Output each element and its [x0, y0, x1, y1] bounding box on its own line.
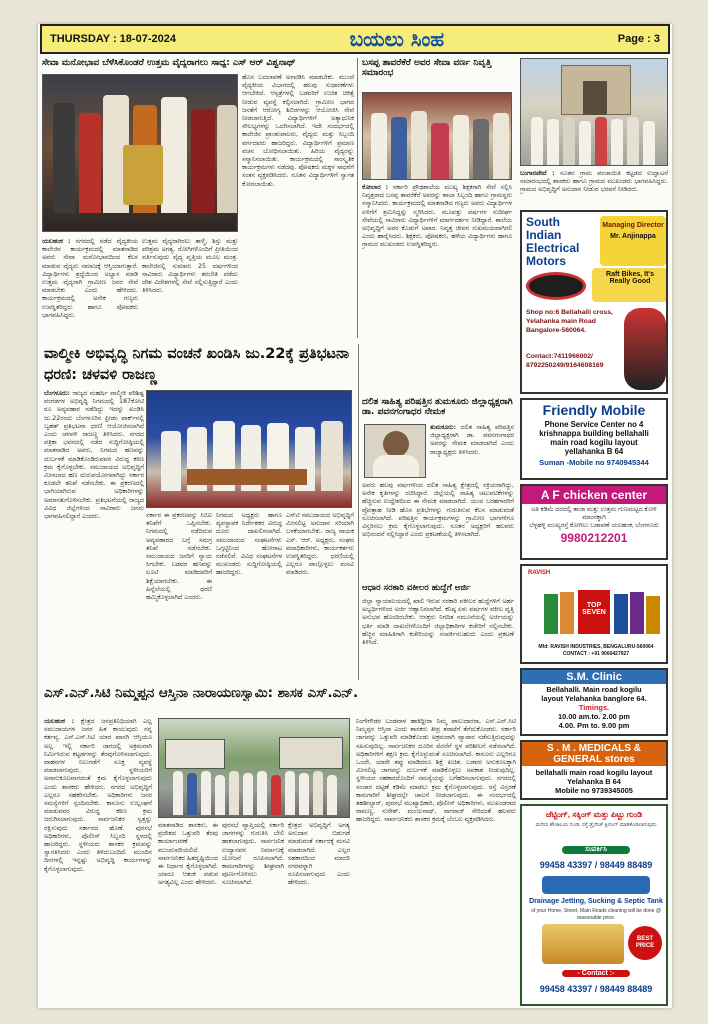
article-4-portrait: [364, 424, 426, 478]
ad-chicken-phone: 9980212201: [560, 531, 628, 545]
article-4-dateline: ತುಮಕೂರು:: [430, 424, 457, 431]
ad-drainage-title: ಜೆಟ್ಟಿಂಗ್, ಸಕ್ಕಿಂಗ್ ಮತ್ತು ಪಿಟ್ಟು ಗುಂಡಿ: [545, 810, 643, 819]
ad-electrical-name-1: South: [526, 215, 560, 229]
article-1-col-c: ಹೊಸ ಬದಲಾವಣೆ ಅಳವಡಿಸಿ ಮಾಡಬೇಕು. ಮುಂದೆ ವೈದ್ಯಕೀಯ ವಿಭಾಗದಲ್ಲಿ ಹಲವು ಸುಧಾರಣೆಗಳು ಆಗಬೇಕಿದೆ. ಆಸ್ಪತ್ರೆಗಳಲ್ಲಿ ಬಡವರಿಗೆ ಉಚಿತ ಚಿಕಿತ್ಸೆ ನೀಡುವ ವ್ಯವಸ್ಥೆ ಕಲ್ಪಿಸಲಾಗಿದೆ. ಗ್ರಾಮೀಣ ಭಾಗದ ಜನತೆಗೆ ಆರೋಗ್ಯ ಶಿಬಿರಗಳನ್ನು ಆಯೋಜಿಸಿ ಸೇವೆ ನೀಡಲಾಗುತ್ತಿದೆ. ವಿದ್ಯಾರ್ಥಿಗಳಿಗೆ ಅತ್ಯಾಧುನಿಕ ಸೌಲಭ್ಯಗಳನ್ನು ಒದಗಿಸಲಾಗಿದೆ. ಇದೇ ಸಂದರ್ಭದಲ್ಲಿ ಕಾಲೇಜಿನ ಪ್ರಾಂಶುಪಾಲರು, ವೈದ್ಯರು ಮತ್ತು ಸಿಬ್ಬಂದಿ ವರ್ಗದವರು ಹಾಜರಿದ್ದರು. ವಿದ್ಯಾರ್ಥಿಗಳಿಗೆ ಪ್ರಮಾಣ ವಚನ ಬೋಧಿಸಲಾಯಿತು. ಹಿರಿಯ ವೈದ್ಯರನ್ನು ಸನ್ಮಾನಿಸಲಾಯಿತು. ಕಾರ್ಯಕ್ರಮದಲ್ಲಿ ಸಾಂಸ್ಕೃತಿಕ ಕಾರ್ಯಕ್ರಮಗಳು ನಡೆದವು. ಪೋಷಕರು ಮಕ್ಕಳ ಸಾಧನೆಗೆ ಸಂತಸ ವ್ಯಕ್ತಪಡಿಸಿದರು. ನೂತನ ವಿದ್ಯಾರ್ಥಿಗಳಿಗೆ ಸ್ವಾಗತ ಕೋರಲಾಯಿತು.: [242, 74, 354, 188]
article-1-dateline: ಯಲಹಂಕ :: [42, 238, 71, 245]
article-5-headline: ಆಧಾರ ಸರಕಾರಿ ವಕೀಲರ ಹುದ್ದೆಗೆ ಅರ್ಜಿ: [362, 584, 471, 593]
ad-chicken-line2: ಬೆಳ್ಳಹಳ್ಳಿ ಮುಖ್ಯರಸ್ತೆ ಕೋಗಿಲು ಬಡಾವಣೆ ಯಲಹಂಕ, ಬೆಂಗಳೂರು: [529, 522, 659, 529]
article-1-col-b: ಉತ್ತಮ ವೈದ್ಯರಾಗಿರಲು ತಾಳ್ಮೆ, ಶಿಸ್ತು ಮತ್ತು ಪರಿಶ್ರಮ ಅಗತ್ಯ. ರೋಗಿಗಳೊಂದಿಗೆ ಪ್ರೀತಿಯಿಂದ ವರ್ತಿಸುವುದು ವೈದ್ಯ ವೃತ್ತಿಯ ಮೂಲ ಮಂತ್ರ. ಕಾಲೇಜಿನಲ್ಲಿ ಸುಮಾರು 25 ವರ್ಷಗಳಿಂದ ಸಾವಿರಾರು ವಿದ್ಯಾರ್ಥಿಗಳು ತರಬೇತಿ ಪಡೆದು ದೇಶ ವಿದೇಶಗಳಲ್ಲಿ ಸೇವೆ ಸಲ್ಲಿಸುತ್ತಿದ್ದಾರೆ ಎಂದು ತಿಳಿಸಿದರು.: [142, 238, 238, 295]
ad-medicals-title-1: S . M . MEDICALS &: [547, 743, 641, 754]
ad-drainage-phone-top: 99458 43397 / 98449 88489: [539, 860, 653, 870]
ad-friendly-title: Friendly Mobile: [542, 402, 646, 418]
article-4-body-2: ಅವರು ಹಲವು ವರ್ಷಗಳಿಂದ ದಲಿತ ಸಾಹಿತ್ಯ ಕ್ಷೇತ್ರದಲ್ಲಿ ಸಕ್ರಿಯರಾಗಿದ್ದು, ಅನೇಕ ಕೃತಿಗಳನ್ನು ರಚಿಸಿದ್ದಾರೆ. ಜಿಲ್ಲೆಯಲ್ಲಿ ಸಾಹಿತ್ಯ ಚಟುವಟಿಕೆಗಳನ್ನು ಹೆಚ್ಚಿಸುವ ಉದ್ದೇಶದಿಂದ ಈ ನೇಮಕ ಮಾಡಲಾಗಿದೆ. ಯುವ ಬರಹಗಾರರಿಗೆ ಪ್ರೋತ್ಸಾಹ ನೀಡಿ ಹೊಸ ಪ್ರತಿಭೆಗಳನ್ನು ಗುರುತಿಸುವ ಕೆಲಸ ಮಾಡುವಂತೆ ಸೂಚಿಸಲಾಗಿದೆ. ಪರಿಷತ್ತಿನ ಕಾರ್ಯಕ್ರಮಗಳನ್ನು ಗ್ರಾಮೀಣ ಭಾಗಗಳಿಗೂ ವಿಸ್ತರಿಸಲು ಕ್ರಮ ಕೈಗೊಳ್ಳಲಾಗುವುದು. ನೂತನ ಅಧ್ಯಕ್ಷರಿಗೆ ಹಲವರು ಅಭಿನಂದನೆ ಸಲ್ಲಿಸಿದ್ದಾರೆ ಎಂದು ಪ್ರಕಟಣೆಯಲ್ಲಿ ತಿಳಿಸಲಾಗಿದೆ.: [362, 482, 514, 539]
ad-electrical-motors: [520, 210, 668, 394]
article-3-col-c: ನಿಗಮದ ಅಧ್ಯಕ್ಷರು ಹಾಗೂ ವ್ಯವಸ್ಥಾಪಕ ನಿರ್ದೇಶಕರ ವಿರುದ್ಧ ದೂರು ದಾಖಲಿಸಲಾಗಿದೆ. ಸಮುದಾಯದ ಸಂಘಟನೆಗಳು ಒಗ್ಗಟ್ಟಿನಿಂದ ಹೋರಾಟ ನಡೆಸಲಿವೆ. ವಿವಿಧ ಸಂಘಟನೆಗಳ ಮುಖಂಡರು ಸುದ್ದಿಗೋಷ್ಠಿಯಲ್ಲಿ ಹಾಜರಿದ್ದರು.: [216, 512, 282, 577]
drainage-truck-image: [542, 924, 624, 964]
ad-clinic-line1: Bellahalli. Main road kogilu: [546, 685, 642, 694]
scooter-image: [526, 272, 586, 300]
article-3-col-b: ಸರ್ಕಾರ ಈ ಪ್ರಕರಣವನ್ನು ಸಿಬಿಐ ತನಿಖೆಗೆ ಒಪ್ಪಿಸಬೇಕು. ನಿಗಮದಲ್ಲಿ ನಡೆದಿರುವ ಅವ್ಯವಹಾರದ ಬಗ್ಗೆ ಸಮಗ್ರ ತನಿಖೆ ನಡೆಸಬೇಕು. ಸಮುದಾಯದ ಜನರಿಗೆ ನ್ಯಾಯ ಸಿಗಬೇಕು. ಬಡವರ ಹಣವನ್ನು ಲೂಟಿ ಮಾಡಿದವರಿಗೆ ಶಿಕ್ಷೆಯಾಗಬೇಕು. ಈ ಹಿನ್ನೆಲೆಯಲ್ಲಿ ಧರಣಿ ಹಮ್ಮಿಕೊಳ್ಳಲಾಗಿದೆ ಎಂದರು.: [146, 512, 212, 602]
ad-clinic-line2: layout Yelahanka banglore 64.: [541, 694, 647, 703]
ad-ravish-brand: RAVISH: [528, 570, 551, 576]
ad-drainage-service: ಜೆಟ್ಟಿಂಗ್, ಸಕ್ಕಿಂಗ್ ಮತ್ತು ಪಿಟ್ಟು ಗುಂಡಿ ಮನೆಯ ಶೌಚಾಲಯ ಗುಂಡಿ, ರಸ್ತೆ ಡ್ರೈನೇಜ್ ಕ್ಲೀನಿಂಗ್ ಮಾಡಿಕೊಡಲಾಗುವುದು ಸಂಪರ್ಕಿಸಿ 99458 43397 / 98449 88489 Drainage Jetting, Sucking & Septic Tank of your Home, Street, Main Roads cleaning will be done @ reasonable price. BEST PRICE - Contact :- 99458 43397 / 98449 88489: [520, 804, 668, 1006]
ad-chicken-title: A F chicken center: [522, 486, 666, 504]
ad-medicals-title-2: GENERAL stores: [553, 754, 635, 765]
article-1-col-a: ಯಲಹಂಕ : ನಗರದಲ್ಲಿ ನಡೆದ ವೈದ್ಯಕೀಯ ಕಾಲೇಜಿನ ಕಾರ್ಯಕ್ರಮದಲ್ಲಿ ಮಾತನಾಡಿದ ಅವರು ಸೇವಾ ಮನೋಭಾವದಿಂದ ಕೆಲಸ ಮಾಡುವ ವೈದ್ಯರು ಸಮಾಜಕ್ಕೆ ಆಸ್ತಿಯಾಗುತ್ತಾರೆ. ವಿದ್ಯಾರ್ಥಿಗಳು ಶ್ರದ್ಧೆಯಿಂದ ಅಭ್ಯಾಸ ಮಾಡಿ ಉತ್ತಮ ವೈದ್ಯರಾಗಿ ಗ್ರಾಮೀಣ ಜನರ ಸೇವೆ ಮಾಡಬೇಕು ಎಂದು ಹೇಳಿದರು. ಕಾರ್ಯಕ್ರಮದಲ್ಲಿ ಅನೇಕ ಗಣ್ಯರು ಉಪಸ್ಥಿತರಿದ್ದರು ಹಾಗೂ ಪೋಷಕರು ಭಾಗವಹಿಸಿದ್ದರು.: [42, 238, 138, 319]
article-6-col-b: ಮಾತನಾಡಿದ ಶಾಸಕರು, ಈ ಪ್ರದೇಶದ ಒತ್ತುವರಿ ತೆರವು ಕಾರ್ಯಾಚರಣೆ ಮುಂದುವರಿಯಲಿದೆ. ಸಾರ್ವಜನಿಕರ ಹಿತದೃಷ್ಟಿಯಿಂದ ಈ ನಿರ್ಧಾರ ಕೈಗೊಳ್ಳಲಾಗಿದೆ. ಯಾರೂ ಆತಂಕ ಪಡುವ ಅಗತ್ಯವಿಲ್ಲ ಎಂದು ಹೇಳಿದರು.: [158, 822, 218, 887]
ad-chicken-line1: ಅತಿ ಕಡಿಮೆ ದರದಲ್ಲಿ ತಾಜಾ ಮತ್ತು ಉತ್ತಮ ಗುಣಮಟ್ಟದ ಕೋಳಿ ಮಾಂಸಕ್ಕಾಗಿ: [531, 506, 657, 521]
ad-drainage-service-sub: of your Home, Street, Main Roads cleaning will be done @ reasonable price.: [531, 908, 661, 921]
building-photo: [520, 58, 668, 166]
ad-clinic-time2: 4.00. Pm to. 9.00 pm: [558, 721, 630, 730]
ad-sm-clinic: [520, 668, 668, 736]
building-caption: ಬಂಗಾರಪೇಟೆ : ನೂತನ ಗ್ರಾಮ ಪಂಚಾಯಿತಿ ಕಟ್ಟಡದ ಉದ್ಘಾಟನೆ ಸಮಾರಂಭದಲ್ಲಿ ಶಾಸಕರು ಹಾಗೂ ಗ್ರಾಮದ ಮುಖಂಡರು ಭಾಗವಹಿಸಿದ್ದರು. ಗ್ರಾಮದ ಅಭಿವೃದ್ಧಿಗೆ ಅನುದಾನ ನೀಡುವ ಭರವಸೆ ನೀಡಿದರು.: [520, 170, 668, 194]
ad-ravish-industries: [520, 564, 668, 664]
article-2-dateline: ಕೋಲಾರ :: [362, 184, 389, 191]
article-6-col-c: ಪುರಸಭೆ ವ್ಯಾಪ್ತಿಯಲ್ಲಿ ಸರ್ಕಾರಿ ಜಾಗಗಳನ್ನು ಗುರುತಿಸಿ ಬೇಲಿ ಹಾಕಲಾಗುವುದು. ಸಾರ್ವಜನಿಕ ಉದ್ಯಾನವನ ನಿರ್ಮಾಣಕ್ಕೆ ಯೋಜನೆ ರೂಪಿಸಲಾಗಿದೆ. ಕಾಮಗಾರಿಗಳನ್ನು ಶೀಘ್ರವಾಗಿ ಪೂರ್ಣಗೊಳಿಸಲು ಸೂಚಿಸಲಾಗಿದೆ.: [222, 822, 284, 887]
article-3-dateline: ಬೆಂಗಳೂರು:: [44, 390, 71, 397]
newspaper-title: ಬಯಲು ಸಿಂಹ: [349, 27, 445, 51]
ad-chicken-center: [520, 484, 668, 560]
ad-drainage-badge: BEST PRICE: [628, 926, 662, 960]
ad-clinic-time1: 10.00 am.to. 2.00 pm: [558, 712, 630, 721]
ad-drainage-service: Drainage Jetting, Sucking & Septic Tank: [529, 898, 663, 905]
ad-medicals-line1: bellahalli main road kogilu layout: [535, 768, 653, 777]
ad-electrical-person: Mr. Anjinappa: [610, 233, 656, 240]
page-number: Page : 3: [617, 33, 660, 45]
ad-electrical-contact: Contact:7411966002/ 8792250249/9164608169: [526, 353, 604, 369]
ad-friendly-mobile: [520, 398, 668, 480]
masthead: [40, 24, 670, 54]
article-4-headline: ದಲಿತ ಸಾಹಿತ್ಯ ಪರಿಷತ್ತಿನ ತುಮಕೂರು ಜಿಲ್ಲಾಧ್ಯಕ್ಷರಾಗಿ ಡಾ. ಪವನಗಂಗಾಧರ ನೇಮಕ: [362, 397, 513, 418]
article-6-col-a: ಯಲಹಂಕ : ಕ್ಷೇತ್ರದ ಜನಪ್ರತಿನಿಧಿಯಾಗಿ ಎಲ್ಲ ಸಮುದಾಯಗಳ ಜನರ ಹಿತ ಕಾಯುವುದು ನನ್ನ ಕರ್ತವ್ಯ. ಎಸ್.ಎನ್.ಸಿಟಿ ಯಾರ ಖಾಸಗಿ ಆಸ್ತಿಯೂ ಅಲ್ಲ. ಇಲ್ಲಿ ಸರ್ಕಾರಿ ಜಾಗದಲ್ಲಿ ಅಕ್ರಮವಾಗಿ ನಿರ್ಮಿಸಿರುವ ಕಟ್ಟಡಗಳನ್ನು ತೆರವುಗೊಳಿಸಲಾಗುವುದು. ವಾಹನಗಳ ನಿಲುಗಡೆಗೆ ಸೂಕ್ತ ವ್ಯವಸ್ಥೆ ಮಾಡಲಾಗುವುದು. ಸ್ಥಳೀಯರಿಗೆ ಅನಾನುಕೂಲವಾಗದಂತೆ ಕ್ರಮ ಕೈಗೊಳ್ಳಲಾಗುವುದು ಎಂದು ಶಾಸಕರು ಹೇಳಿದರು. ನಗರದ ಅಭಿವೃದ್ಧಿಗೆ ಎಲ್ಲರೂ ಸಹಕರಿಸಬೇಕು. ಅಧಿಕಾರಿಗಳು ಜನರ ಸಮಸ್ಯೆಗಳಿಗೆ ಸ್ಪಂದಿಸಬೇಕು. ಕಾನೂನು ಉಲ್ಲಂಘನೆ ಮಾಡುವವರ ವಿರುದ್ಧ ಕಠಿಣ ಕ್ರಮ ಜರುಗಿಸಲಾಗುವುದು. ಸಾರ್ವಜನಿಕರ ಸ್ವತ್ತನ್ನು ರಕ್ಷಿಸುವುದು ಸರ್ಕಾರದ ಹೊಣೆ. ಪುರಸಭೆ ಅಧಿಕಾರಿಗಳು, ಪೊಲೀಸ್ ಸಿಬ್ಬಂದಿ ಸ್ಥಳದಲ್ಲಿ ಹಾಜರಿದ್ದರು. ಸ್ಥಳೀಯರು ಶಾಸಕರ ಕ್ರಮವನ್ನು ಸ್ವಾಗತಿಸಿದರು ಎಂದು ತಿಳಿದುಬಂದಿದೆ. ಮುಂದಿನ ದಿನಗಳಲ್ಲಿ ಇನ್ನಷ್ಟು ಅಭಿವೃದ್ಧಿ ಕಾರ್ಯಗಳನ್ನು ಕೈಗೊಳ್ಳಲಾಗುವುದು.: [44, 718, 152, 873]
ad-drainage-phone-bottom: 99458 43397 / 98449 88489: [539, 984, 653, 994]
article-1-photo: [42, 74, 238, 232]
column-divider-2: [358, 344, 359, 680]
article-5-body: ಜಿಲ್ಲಾ ನ್ಯಾಯಾಲಯದಲ್ಲಿ ಖಾಲಿ ಇರುವ ಸರಕಾರಿ ವಕೀಲರ ಹುದ್ದೆಗಳಿಗೆ ಅರ್ಹ ಅಭ್ಯರ್ಥಿಗಳಿಂದ ಅರ್ಜಿ ಆಹ್ವಾನಿಸಲಾಗಿದೆ. ಕನಿಷ್ಠ ಏಳು ವರ್ಷಗಳ ವಕೀಲ ವೃತ್ತಿ ಅನುಭವ ಹೊಂದಿರಬೇಕು. ಆಸಕ್ತರು ನಿಗದಿತ ನಮೂನೆಯಲ್ಲಿ ಅರ್ಜಿಯನ್ನು ಭರ್ತಿ ಮಾಡಿ ದಾಖಲೆಗಳೊಂದಿಗೆ ಜಿಲ್ಲಾಧಿಕಾರಿಗಳ ಕಚೇರಿಗೆ ಸಲ್ಲಿಸಬೇಕು. ಹೆಚ್ಚಿನ ಮಾಹಿತಿಗಾಗಿ ಕಚೇರಿಯನ್ನು ಸಂಪರ್ಕಿಸಬಹುದು ಎಂದು ಪ್ರಕಟಣೆ ತಿಳಿಸಿದೆ.: [362, 598, 514, 647]
article-3-col-d: ಎಸ್‌ಟಿ ಸಮುದಾಯದ ಅಭಿವೃದ್ಧಿಗೆ ಮೀಸಲಿಟ್ಟ ಅನುದಾನ ಸರಿಯಾಗಿ ಬಳಕೆಯಾಗಬೇಕು. ರಾಜ್ಯ ನಾಯಕ ಎಸ್. ಆರ್. ಅಧ್ಯಕ್ಷರು, ಸಂಘದ ಪದಾಧಿಕಾರಿಗಳು, ಕಾರ್ಯಕರ್ತರು ಉಪಸ್ಥಿತರಿದ್ದರು. ಧರಣಿಯಲ್ಲಿ ಎಲ್ಲರೂ ಪಾಲ್ಗೊಳ್ಳಲು ಮನವಿ ಮಾಡಿದರು.: [286, 512, 354, 577]
ad-drainage-subtitle: ಸಂಪರ್ಕಿಸಿ: [562, 846, 630, 854]
ad-ravish-product: TOP SEVEN: [578, 590, 610, 634]
ad-sm-medicals: [520, 740, 668, 800]
ad-electrical-tagline: Raft Bikes, It's Really Good: [592, 268, 668, 302]
article-6-col-d: ಕ್ಷೇತ್ರದ ಅಭಿವೃದ್ಧಿಗೆ ಅಗತ್ಯ ಅನುದಾನ ಬಿಡುಗಡೆ ಮಾಡುವಂತೆ ಸರ್ಕಾರಕ್ಕೆ ಮನವಿ ಮಾಡಲಾಗಿದೆ. ಎಲ್ಲರ ಸಹಕಾರದಿಂದ ಮಾದರಿ ನಗರವನ್ನಾಗಿ ರೂಪಿಸಲಾಗುವುದು ಎಂದು ಹೇಳಿದರು.: [288, 822, 350, 887]
article-6-dateline: ಯಲಹಂಕ :: [44, 718, 75, 725]
column-divider: [357, 58, 358, 338]
issue-date: THURSDAY : 18-07-2024: [50, 33, 176, 45]
article-2-photo: [362, 92, 512, 180]
ad-electrical-name-4: Motors: [526, 254, 566, 268]
article-3-photo: [146, 390, 352, 508]
article-6-col-e: ನಿಂಗೇಗೌಡರ ಬಂಡವಾಳ ಹಾಕಿದ್ದೀರಾ ನಿಮ್ಮ ಪಾಲುದಾರರಾ, ಎಸ್.ಎನ್.ಸಿಟಿ ನಿಮ್ಮಪ್ಪನ ಆಸ್ತಿನಾ ಎಂದು ಶಾಸಕರು ತೀವ್ರ ತರಾಟೆಗೆ ತೆಗೆದುಕೊಂಡರು. ಸರ್ಕಾರಿ ಜಾಗವನ್ನು ಒತ್ತುವರಿ ಮಾಡಿಕೊಂಡು ಅಕ್ರಮವಾಗಿ ವ್ಯಾಪಾರ ನಡೆಸುತ್ತಿರುವುದನ್ನು ಸಹಿಸುವುದಿಲ್ಲ. ಸಾರ್ವಜನಿಕರ ದೂರಿನ ಮೇರೆಗೆ ಸ್ಥಳ ಪರಿಶೀಲನೆ ನಡೆಸಲಾಗಿದೆ. ಅಧಿಕಾರಿಗಳಿಗೆ ತಕ್ಷಣ ಕ್ರಮ ಕೈಗೊಳ್ಳುವಂತೆ ಸೂಚಿಸಲಾಗಿದೆ. ಕಾನೂನು ಎಲ್ಲರಿಗೂ ಒಂದೇ, ಯಾರೇ ತಪ್ಪು ಮಾಡಿದರೂ ಶಿಕ್ಷೆ ಖಚಿತ. ಬಡವರ ಅನುಕೂಲಕ್ಕಾಗಿ ಮೀಸಲಿಟ್ಟ ಜಾಗವನ್ನು ದುರ್ಬಳಕೆ ಮಾಡಿಕೊಳ್ಳಲು ಅವಕಾಶ ನೀಡುವುದಿಲ್ಲ. ಸ್ಥಳೀಯರ ಸಹಕಾರದೊಂದಿಗೆ ಸಮಸ್ಯೆಯನ್ನು ಬಗೆಹರಿಸಲಾಗುವುದು. ನಗರದಲ್ಲಿ ಸಂಚಾರ ದಟ್ಟಣೆ ಕಡಿಮೆ ಮಾಡಲು ಕ್ರಮ ಕೈಗೊಳ್ಳಲಾಗುವುದು. ರಸ್ತೆ ವಿಸ್ತರಣೆ ಕಾಮಗಾರಿಗೆ ಶೀಘ್ರದಲ್ಲೇ ಚಾಲನೆ ನೀಡಲಾಗುವುದು. ಈ ಸಂದರ್ಭದಲ್ಲಿ ತಹಶೀಲ್ದಾರ್, ಪುರಸಭೆ ಮುಖ್ಯಾಧಿಕಾರಿ, ಪೊಲೀಸ್ ಅಧಿಕಾರಿಗಳು, ಮುಖಂಡರಾದ ರಾಮಣ್ಣ, ಸುರೇಶ್, ಮಂಜುನಾಥ್, ನಾಗರಾಜ್ ಸೇರಿದಂತೆ ಹಲವರು ಹಾಜರಿದ್ದರು. ಸಾರ್ವಜನಿಕರು ಶಾಸಕರ ಕ್ರಮಕ್ಕೆ ಬೆಂಬಲ ವ್ಯಕ್ತಪಡಿಸಿದರು.: [356, 718, 516, 824]
ad-friendly-line2: krishnappa building bellahalli: [539, 429, 649, 438]
ad-clinic-title: S.M. Clinic: [522, 670, 666, 684]
ad-clinic-timings-label: Timings.: [578, 703, 610, 712]
article-1-headline: ಸೇವಾ ಮನೋಭಾವ ಬೆಳೆಸಿಕೊಂಡರೆ ಉತ್ತಮ ವೈದ್ಯರಾಗಲು ಸಾಧ್ಯ: ಎಸ್ ಆರ್ ವಿಶ್ವನಾಥ್: [42, 58, 296, 68]
article-3-col-a: ಬೆಂಗಳೂರು: ರಾಜ್ಯದ ಮಹರ್ಷಿ ವಾಲ್ಮೀಕಿ ಪರಿಶಿಷ್ಟ ಪಂಗಡಗಳ ಅಭಿವೃದ್ಧಿ ನಿಗಮದಲ್ಲಿ 187ಕೋಟಿ ರೂ ಅವ್ಯವಹಾರ ನಡೆದಿದ್ದು ಇದನ್ನು ಖಂಡಿಸಿ ಜು.22ರಂದು ಬೆಂಗಳೂರಿನ ಫ್ರೀಡಂ ಪಾರ್ಕ್‌ನಲ್ಲಿ ಬೃಹತ್ ಪ್ರತಿಭಟನಾ ಧರಣಿ ಆಯೋಜಿಸಲಾಗಿದೆ ಎಂದು ಚಳವಳಿ ರಾಜಣ್ಣ ತಿಳಿಸಿದರು. ನಗರದ ಪತ್ರಿಕಾ ಭವನದಲ್ಲಿ ನಡೆದ ಸುದ್ದಿಗೋಷ್ಠಿಯಲ್ಲಿ ಮಾತನಾಡಿದ ಅವರು, ನಿಗಮದ ಹಣವನ್ನು ದುರ್ಬಳಕೆ ಮಾಡಿಕೊಂಡಿರುವವರ ವಿರುದ್ಧ ಕಠಿಣ ಕ್ರಮ ಕೈಗೊಳ್ಳಬೇಕು. ಸಮುದಾಯದ ಅಭಿವೃದ್ಧಿಗೆ ಮೀಸಲಾದ ಹಣ ದುರುಪಯೋಗವಾಗಿದ್ದು ಸರ್ಕಾರ ಕೂಡಲೇ ತನಿಖೆ ನಡೆಸಬೇಕು. ಈ ಪ್ರಕರಣದಲ್ಲಿ ಭಾಗಿಯಾಗಿರುವ ಅಧಿಕಾರಿಗಳನ್ನು ಅಮಾನತುಗೊಳಿಸಬೇಕು. ಪ್ರತಿಭಟನೆಯಲ್ಲಿ ರಾಜ್ಯದ ವಿವಿಧ ಜಿಲ್ಲೆಗಳಿಂದ ಸಾವಿರಾರು ಜನರು ಭಾಗವಹಿಸಲಿದ್ದಾರೆ ಎಂದರು.: [44, 390, 144, 521]
caption-dateline: ಬಂಗಾರಪೇಟೆ :: [520, 170, 555, 177]
article-2-headline: ಬಸಪ್ಪ ತಾವರೆಕೆರೆ ಅವರ ಸೇವಾ ವರ್ಣ ನಿವೃತ್ತಿ ಸಮಾರಂಭ: [362, 58, 492, 79]
ad-medicals-mobile: Mobile no 9739345005: [555, 786, 633, 795]
ad-friendly-contact: Suman -Mobile no 9740945344: [539, 458, 649, 467]
ad-friendly-line1: Phone Service Center no 4: [544, 420, 644, 429]
ad-electrical-name-3: Electrical: [526, 241, 580, 255]
ad-medicals-line2: Yelahanka B 64: [567, 777, 621, 786]
ad-friendly-line3: main road kogilu layout: [550, 438, 638, 447]
scooter-graphic: [624, 308, 666, 390]
article-6-photo: [158, 718, 350, 818]
ad-ravish-footer: Mfd: RAVISH INDUSTRIES, BENGALURU-560064 CONTACT : +91 9060427927: [538, 644, 654, 657]
ad-electrical-role: Managing Director: [602, 222, 664, 229]
article-3-headline: ವಾಲ್ಮೀಕಿ ಅಭಿವೃದ್ಧಿ ನಿಗಮ ವಂಚನೆ ಖಂಡಿಸಿ ಜು.22ಕ್ಕೆ ಪ್ರತಿಭಟನಾ ಧರಣಿ: ಚಳವಳಿ ರಾಜಣ್ಣ: [44, 346, 350, 383]
ad-electrical-address: Shop no:6 Bellahalli cross, Yelahanka main Road Bangalore-560064.: [526, 309, 613, 334]
article-2-body: ಕೋಲಾರ : ಸರ್ಕಾರಿ ಪ್ರೌಢಶಾಲೆಯ ಮುಖ್ಯ ಶಿಕ್ಷಕರಾಗಿ ಸೇವೆ ಸಲ್ಲಿಸಿ ನಿವೃತ್ತರಾದ ಬಸಪ್ಪ ತಾವರೆಕೆರೆ ಅವರನ್ನು ಶಾಲಾ ಸಿಬ್ಬಂದಿ ಹಾಗೂ ಗ್ರಾಮಸ್ಥರು ಸನ್ಮಾನಿಸಿದರು. ಕಾರ್ಯಕ್ರಮದಲ್ಲಿ ಮಾತನಾಡಿದ ಗಣ್ಯರು ಅವರು ವಿದ್ಯಾರ್ಥಿಗಳ ಏಳಿಗೆಗೆ ಶ್ರಮಿಸಿದ್ದನ್ನು ಸ್ಮರಿಸಿದರು. ಮೂವತ್ತು ವರ್ಷಗಳ ಸುದೀರ್ಘ ಸೇವೆಯಲ್ಲಿ ಸಾವಿರಾರು ವಿದ್ಯಾರ್ಥಿಗಳಿಗೆ ಮಾರ್ಗದರ್ಶನ ನೀಡಿದ್ದಾರೆ. ಶಾಲೆಯ ಅಭಿವೃದ್ಧಿಗೆ ಅವರ ಕೊಡುಗೆ ಅಪಾರ. ನಿವೃತ್ತ ಜೀವನ ಸುಖಮಯವಾಗಿರಲಿ ಎಂದು ಹಾರೈಸಿದರು. ಶಿಕ್ಷಕರು, ಪೋಷಕರು, ಹಳೆಯ ವಿದ್ಯಾರ್ಥಿಗಳು ಹಾಗೂ ಗ್ರಾಮದ ಮುಖಂಡರು ಉಪಸ್ಥಿತರಿದ್ದರು.: [362, 184, 512, 249]
article-6-headline: ಎಸ್.ಎನ್.ಸಿಟಿ ನಿಮ್ಮಪ್ಪನ ಆಸ್ತಿನಾ ನಾರಾಯಣಸ್ವಾಮಿ: ಶಾಸಕ ಎಸ್.ಎನ್.: [44, 686, 359, 701]
ad-drainage-contact-label: - Contact :-: [562, 970, 630, 977]
article-4-body: ತುಮಕೂರು: ದಲಿತ ಸಾಹಿತ್ಯ ಪರಿಷತ್ತಿನ ಜಿಲ್ಲಾಧ್ಯಕ್ಷರಾಗಿ ಡಾ. ಪವನಗಂಗಾಧರ ಅವರನ್ನು ನೇಮಕ ಮಾಡಲಾಗಿದೆ ಎಂದು ರಾಜ್ಯಾಧ್ಯಕ್ಷರು ತಿಳಿಸಿದರು.: [430, 424, 514, 456]
ad-electrical-name-2: Indian: [526, 228, 562, 242]
ad-friendly-line4: yellahanka B 64: [564, 447, 624, 456]
